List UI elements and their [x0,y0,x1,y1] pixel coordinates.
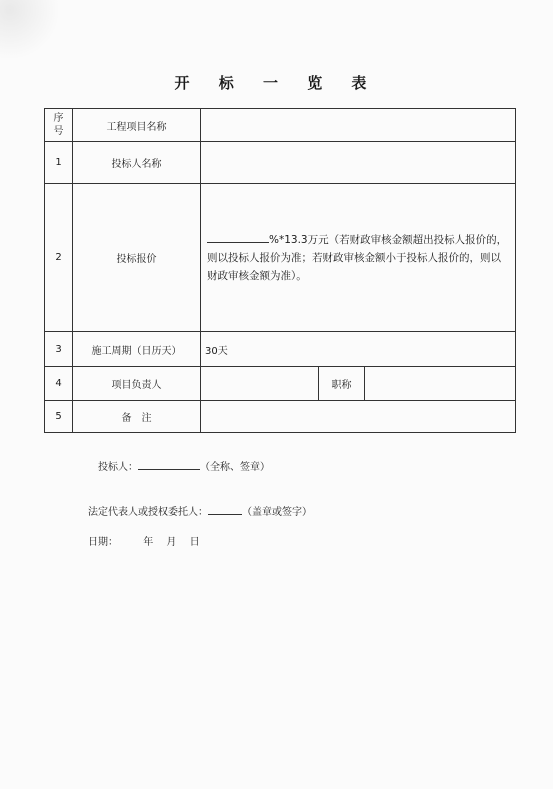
bidder-signature-line [98,458,270,473]
seq-header-char-1: 序 [53,113,64,124]
bidder-hint: （全称、签章） [200,462,270,473]
date-year: 年 [143,537,154,548]
representative-signature-line [88,503,312,518]
project-manager-label: 项目负责人 [73,367,201,401]
table-row [45,184,516,332]
bidder-label: 投标人： [98,462,138,473]
remarks-label: 备 注 [73,401,201,433]
table-row-header [45,109,516,142]
title-label: 职称 [319,367,365,401]
bid-opening-table [44,108,516,433]
bidder-signature-blank[interactable] [138,458,200,470]
table-row [45,401,516,433]
seq-cell-header [45,109,73,142]
bid-price-blank[interactable] [207,232,269,243]
remarks-field[interactable] [201,401,516,433]
seq-cell: 2 [45,184,73,332]
title-field[interactable] [365,367,516,401]
seq-cell: 1 [45,142,73,184]
project-manager-field[interactable] [201,367,319,401]
representative-signature-blank[interactable] [208,503,242,515]
seq-cell: 4 [45,367,73,401]
representative-hint: （盖章或签字） [242,507,312,518]
project-name-field[interactable] [201,109,516,142]
table-row [45,142,516,184]
bidder-name-field[interactable] [201,142,516,184]
seq-cell: 3 [45,332,73,367]
construction-period-value: 30天 [201,332,516,367]
bidder-name-label: 投标人名称 [73,142,201,184]
table-row [45,367,516,401]
document-title: 开 标 一 览 表 [174,74,379,92]
construction-period-label: 施工周期（日历天） [73,332,201,367]
bid-price-label: 投标报价 [73,184,201,332]
scan-smudge [0,0,60,60]
seq-cell: 5 [45,401,73,433]
seq-header-char-2: 号 [53,126,64,137]
date-line [88,533,200,548]
project-name-label: 工程项目名称 [73,109,201,142]
date-label: 日期： [88,537,118,548]
table-row [45,332,516,367]
representative-label: 法定代表人或授权委托人： [88,507,208,518]
bid-price-text: %*13.3万元（若财政审核金额超出投标人报价的，则以投标人报价为准；若财政审核金额小于投标人报价的，则以财政审核金额为准）。 [207,233,508,282]
date-day: 日 [189,537,200,548]
date-month: 月 [166,537,177,548]
bid-price-field[interactable] [201,184,516,332]
